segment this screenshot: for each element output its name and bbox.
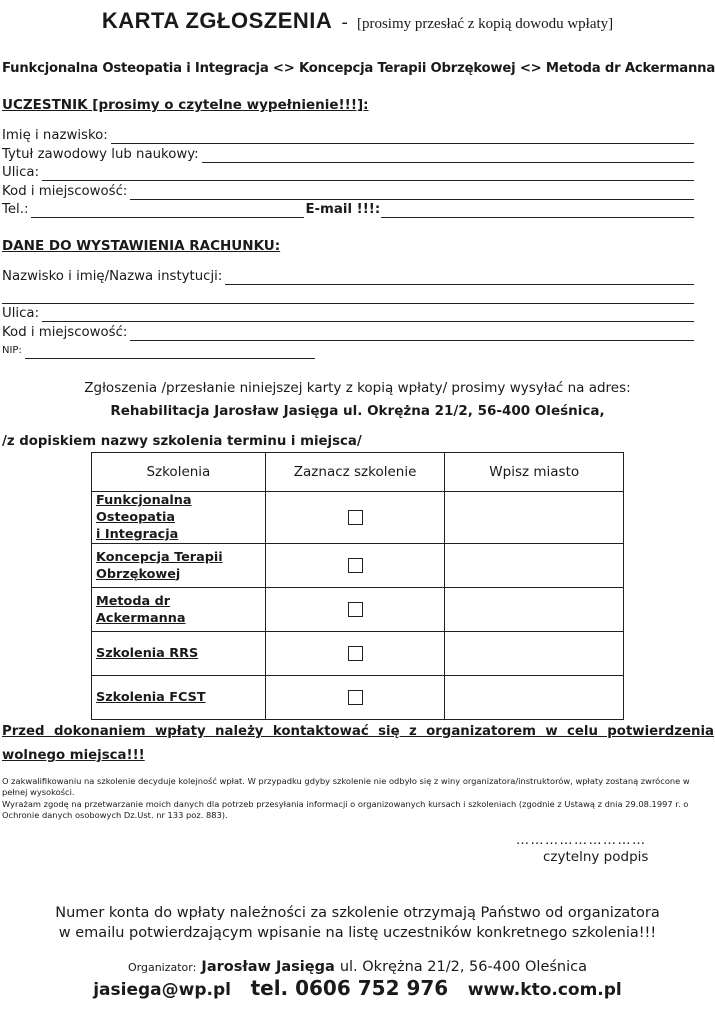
bank-info-line2: w emailu potwierdzającym wpisanie na listę uczestników konkretnego szkolenia!!! xyxy=(58,925,657,941)
course-city-field[interactable] xyxy=(445,492,624,544)
form-subtitle: [prosimy przesłać z kopią dowodu wpłaty] xyxy=(356,16,614,32)
course-city-field[interactable] xyxy=(445,544,624,588)
participant-city-field[interactable] xyxy=(130,185,694,200)
invoice-street-field[interactable] xyxy=(42,307,694,322)
invoice-street-row[interactable] xyxy=(2,304,694,322)
invoice-name-label: Nazwisko i imię/Nazwa instytucji: xyxy=(2,269,223,284)
organizer-label: Organizator: xyxy=(127,961,197,974)
participant-title-label: Tytuł zawodowy lub naukowy: xyxy=(2,147,199,162)
participant-email-field[interactable] xyxy=(381,203,694,218)
participant-name-field[interactable] xyxy=(111,129,694,144)
course-select-cell[interactable] xyxy=(265,492,445,544)
participant-email-label: E-mail !!!: xyxy=(305,202,381,217)
table-row xyxy=(92,544,624,588)
course-name-cell xyxy=(92,544,266,588)
course-checkbox[interactable] xyxy=(348,510,363,525)
participant-tel-label: Tel.: xyxy=(2,202,29,217)
table-row xyxy=(92,492,624,544)
course-name-cont: i Integracja xyxy=(96,527,179,542)
course-city-field[interactable] xyxy=(445,588,624,632)
fine-print-1: O zakwalifikowaniu na szkolenie decyduje kolejność wpłat. W przypadku gdyby szkolenie nie odbyło się z winy organizatora/instruktorów, wpłaty zostaną zwrócone w pełnej wysokości. xyxy=(2,776,690,797)
participant-title-row[interactable] xyxy=(2,145,694,163)
send-info-text: Zgłoszenia /przesłanie niniejszej karty z kopią wpłaty/ prosimy wysyłać na adres: xyxy=(84,380,631,396)
course-city-field[interactable] xyxy=(445,632,624,676)
organizer-email[interactable]: jasiega@wp.pl xyxy=(93,980,231,1000)
course-select-cell[interactable] xyxy=(265,632,445,676)
warning-text: Przed dokonaniem wpłaty należy kontaktować się z organizatorem w celu potwierdzenia wolnego miejsca!!! xyxy=(2,724,714,763)
participant-heading: UCZESTNIK [prosimy o czytelne wypełnienie!!!]: xyxy=(2,97,369,113)
invoice-name-row[interactable] xyxy=(2,267,694,285)
course-name: Szkolenia RRS xyxy=(96,646,199,661)
course-checkbox[interactable] xyxy=(348,646,363,661)
course-name: Szkolenia FCST xyxy=(96,690,206,705)
invoice-name-field[interactable] xyxy=(225,270,694,285)
course-name-cont: Obrzękowej xyxy=(96,566,181,582)
title-dash: - xyxy=(341,12,348,33)
participant-city-label: Kod i miejscowość: xyxy=(2,184,128,199)
signature-line[interactable]: ……………………… xyxy=(516,833,647,848)
courses-table xyxy=(91,452,624,720)
course-line: Funkcjonalna Osteopatia i Integracja <> Koncepcja Terapii Obrzękowej <> Metoda dr Ackermanna xyxy=(2,61,715,76)
invoice-nip-row[interactable] xyxy=(2,341,315,359)
invoice-name-extra-line[interactable] xyxy=(2,286,694,304)
course-name-cell xyxy=(92,588,266,632)
participant-name-row[interactable] xyxy=(2,126,694,144)
table-row xyxy=(92,632,624,676)
column-header-courses: Szkolenia xyxy=(92,453,266,492)
course-select-cell[interactable] xyxy=(265,588,445,632)
fine-print-2: Wyrażam zgodę na przetwarzanie moich danych dla potrzeb przesyłania informacji o organizowanych kursach i szkoleniach (zgodnie z Ustawą z dnia 29.08.1997 r. o Ochronie danych osobowych Dz.Ust. nr 133 poz. 883). xyxy=(2,799,689,820)
send-address: Rehabilitacja Jarosław Jasięga ul. Okrężna 21/2, 56-400 Oleśnica, xyxy=(110,403,605,419)
invoice-city-row[interactable] xyxy=(2,323,694,341)
participant-street-row[interactable] xyxy=(2,163,694,181)
participant-title-field[interactable] xyxy=(202,148,694,163)
participant-tel-field[interactable] xyxy=(31,203,304,218)
column-header-city: Wpisz miasto xyxy=(445,453,624,492)
bank-info-line1: Numer konta do wpłaty należności za szkolenie otrzymają Państwo od organizatora xyxy=(55,905,660,921)
participant-street-label: Ulica: xyxy=(2,165,40,180)
organizer-row xyxy=(0,956,715,975)
course-name-cell xyxy=(92,492,266,544)
organizer-name: Jarosław Jasięga xyxy=(201,959,335,975)
course-name-cell xyxy=(92,632,266,676)
course-name: Metoda dr Ackermanna xyxy=(96,593,186,626)
course-checkbox[interactable] xyxy=(348,602,363,617)
course-name: Funkcjonalna Osteopatia xyxy=(96,493,192,525)
invoice-heading: DANE DO WYSTAWIENIA RACHUNKU: xyxy=(2,238,281,254)
participant-city-row[interactable] xyxy=(2,182,694,200)
invoice-street-label: Ulica: xyxy=(2,306,40,321)
table-row xyxy=(92,676,624,720)
table-row xyxy=(92,588,624,632)
participant-name-label: Imię i nazwisko: xyxy=(2,128,108,143)
course-name-cell xyxy=(92,676,266,720)
column-header-select: Zaznacz szkolenie xyxy=(265,453,445,492)
course-select-cell[interactable] xyxy=(265,544,445,588)
course-city-field[interactable] xyxy=(445,676,624,720)
invoice-city-field[interactable] xyxy=(130,326,694,341)
form-title: KARTA ZGŁOSZENIA xyxy=(101,8,333,33)
course-select-cell[interactable] xyxy=(265,676,445,720)
organizer-website[interactable]: www.kto.com.pl xyxy=(467,980,622,1000)
signature-label: czytelny podpis xyxy=(543,849,649,865)
course-name: Koncepcja Terapii xyxy=(96,549,223,565)
participant-contact-row[interactable] xyxy=(2,200,694,218)
invoice-nip-label: NIP: xyxy=(2,345,22,356)
course-checkbox[interactable] xyxy=(348,690,363,705)
form-header xyxy=(0,8,715,34)
participant-street-field[interactable] xyxy=(42,166,694,181)
organizer-phone[interactable]: tel. 0606 752 976 xyxy=(250,976,449,1000)
course-checkbox[interactable] xyxy=(348,558,363,573)
invoice-city-label: Kod i miejscowość: xyxy=(2,325,128,340)
send-note: /z dopiskiem nazwy szkolenia terminu i miejsca/ xyxy=(2,434,362,449)
table-header-row xyxy=(92,453,624,492)
contact-row xyxy=(0,976,715,1000)
organizer-address: ul. Okrężna 21/2, 56-400 Oleśnica xyxy=(339,959,587,975)
invoice-nip-field[interactable] xyxy=(25,344,315,359)
